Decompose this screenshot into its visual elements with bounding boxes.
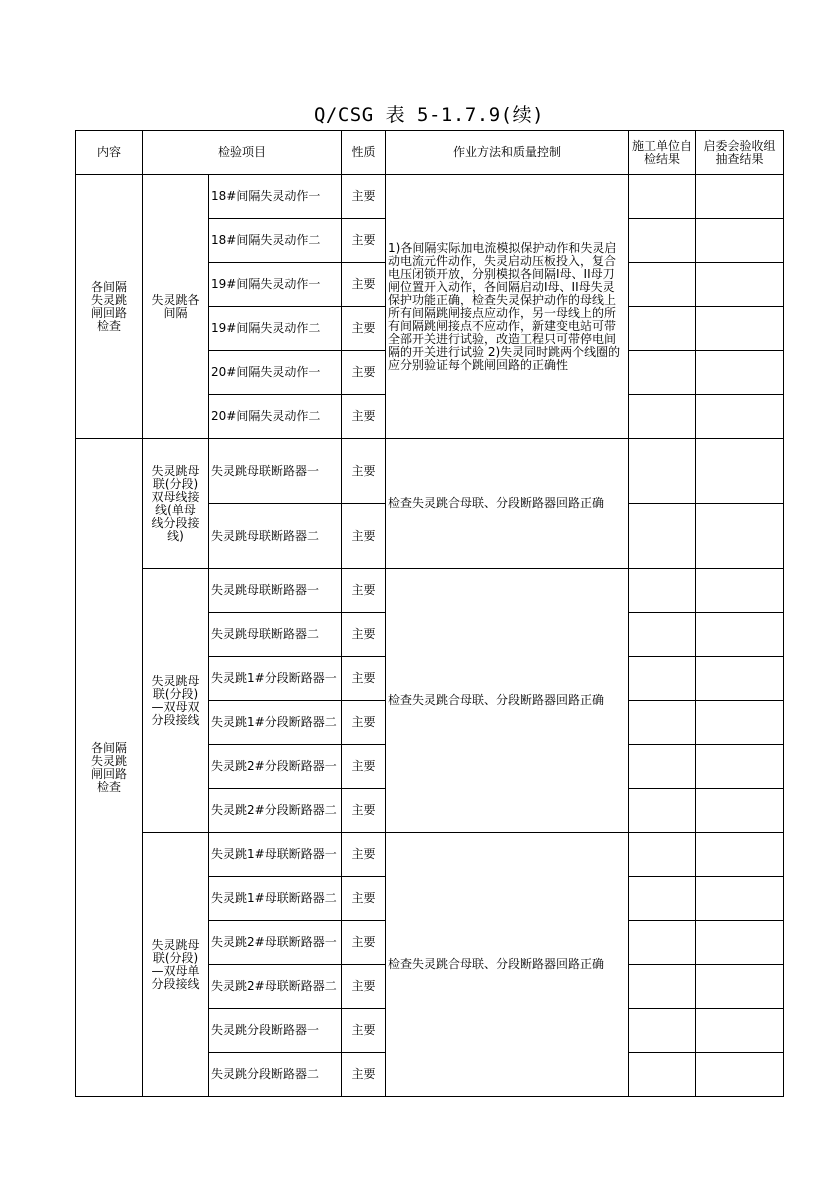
- self-check-result[interactable]: [629, 701, 696, 745]
- method-cell: 检查失灵跳合母联、分段断路器回路正确: [386, 833, 629, 1097]
- item-nature: 主要: [342, 351, 386, 395]
- item-nature: 主要: [342, 504, 386, 569]
- acceptance-check-result[interactable]: [696, 833, 784, 877]
- item-name: 失灵跳分段断路器一: [209, 1009, 342, 1053]
- acceptance-check-result[interactable]: [696, 1009, 784, 1053]
- self-check-result[interactable]: [629, 745, 696, 789]
- form-title: Q/CSG 表 5-1.7.9(续): [313, 104, 545, 126]
- self-check-result[interactable]: [629, 613, 696, 657]
- self-check-result[interactable]: [629, 1009, 696, 1053]
- item-name: 失灵跳母联断路器一: [209, 439, 342, 504]
- item-name: 18#间隔失灵动作二: [209, 219, 342, 263]
- item-name: 失灵跳1#母联断路器一: [209, 833, 342, 877]
- item-name: 失灵跳2#母联断路器二: [209, 965, 342, 1009]
- item-name: 20#间隔失灵动作二: [209, 395, 342, 439]
- header-item: 检验项目: [143, 131, 342, 175]
- self-check-result[interactable]: [629, 439, 696, 504]
- acceptance-check-result[interactable]: [696, 351, 784, 395]
- self-check-result[interactable]: [629, 351, 696, 395]
- item-nature: 主要: [342, 395, 386, 439]
- table-row: [76, 439, 784, 504]
- header-row: [76, 131, 784, 175]
- acceptance-check-result[interactable]: [696, 395, 784, 439]
- acceptance-check-result[interactable]: [696, 219, 784, 263]
- item-name: 失灵跳1#母联断路器二: [209, 877, 342, 921]
- item-name: 19#间隔失灵动作二: [209, 307, 342, 351]
- table-row: [76, 569, 784, 613]
- self-check-result[interactable]: [629, 833, 696, 877]
- header-content: 内容: [76, 131, 143, 175]
- self-check-result[interactable]: [629, 175, 696, 219]
- item-name: 失灵跳2#母联断路器一: [209, 921, 342, 965]
- self-check-result[interactable]: [629, 965, 696, 1009]
- item-nature: 主要: [342, 569, 386, 613]
- self-check-result[interactable]: [629, 1053, 696, 1097]
- inspection-table: [75, 130, 784, 1097]
- self-check-result[interactable]: [629, 307, 696, 351]
- header-self-check: 施工单位自检结果: [629, 131, 696, 175]
- self-check-result[interactable]: [629, 263, 696, 307]
- acceptance-check-result[interactable]: [696, 504, 784, 569]
- item-name: 失灵跳2#分段断路器一: [209, 745, 342, 789]
- acceptance-check-result[interactable]: [696, 921, 784, 965]
- acceptance-check-result[interactable]: [696, 877, 784, 921]
- content-cell: 各间隔失灵跳闸回路检查: [76, 175, 143, 439]
- item-name: 失灵跳1#分段断路器二: [209, 701, 342, 745]
- self-check-result[interactable]: [629, 504, 696, 569]
- header-nature: 性质: [342, 131, 386, 175]
- self-check-result[interactable]: [629, 921, 696, 965]
- item-name: 19#间隔失灵动作一: [209, 263, 342, 307]
- acceptance-check-result[interactable]: [696, 965, 784, 1009]
- header-method: 作业方法和质量控制: [386, 131, 629, 175]
- acceptance-check-result[interactable]: [696, 613, 784, 657]
- content-cell: 各间隔失灵跳闸回路检查: [76, 439, 143, 1097]
- item-name: 失灵跳母联断路器二: [209, 613, 342, 657]
- item-name: 失灵跳2#分段断路器二: [209, 789, 342, 833]
- acceptance-check-result[interactable]: [696, 307, 784, 351]
- acceptance-check-result[interactable]: [696, 569, 784, 613]
- method-cell: 检查失灵跳合母联、分段断路器回路正确: [386, 439, 629, 569]
- item-nature: 主要: [342, 877, 386, 921]
- item-name: 失灵跳母联断路器一: [209, 569, 342, 613]
- self-check-result[interactable]: [629, 395, 696, 439]
- header-acceptance-check: 启委会验收组抽查结果: [696, 131, 784, 175]
- acceptance-check-result[interactable]: [696, 745, 784, 789]
- table-row: [76, 833, 784, 877]
- item-nature: 主要: [342, 613, 386, 657]
- item-nature: 主要: [342, 833, 386, 877]
- method-cell: 检查失灵跳合母联、分段断路器回路正确: [386, 569, 629, 833]
- item-nature: 主要: [342, 965, 386, 1009]
- item-name: 失灵跳1#分段断路器一: [209, 657, 342, 701]
- item-name: 失灵跳母联断路器二: [209, 504, 342, 569]
- acceptance-check-result[interactable]: [696, 789, 784, 833]
- item-nature: 主要: [342, 439, 386, 504]
- sub-item-cell: 失灵跳各间隔: [143, 175, 209, 439]
- self-check-result[interactable]: [629, 789, 696, 833]
- acceptance-check-result[interactable]: [696, 657, 784, 701]
- self-check-result[interactable]: [629, 569, 696, 613]
- item-nature: 主要: [342, 307, 386, 351]
- self-check-result[interactable]: [629, 219, 696, 263]
- item-nature: 主要: [342, 1009, 386, 1053]
- item-nature: 主要: [342, 657, 386, 701]
- sub-item-cell: 失灵跳母联(分段)—双母单分段接线: [143, 833, 209, 1097]
- table-row: [76, 175, 784, 219]
- method-cell: 1)各间隔实际加电流模拟保护动作和失灵启动电流元件动作，失灵启动压板投入，复合电压闭锁开放，分别模拟各间隔I母、II母刀闸位置开入动作，各间隔启动I母、II母失灵保护功能正确，检查失灵保护动作的母线上所有间隔跳闸接点应动作，另一母线上的所有间隔跳闸接点不应动作，新建变电站可带全部开关进行试验，改造工程只可带停电间隔的开关进行试验 2)失灵同时跳两个线圈的应分别验证每个跳闸回路的正确性: [386, 175, 629, 439]
- item-name: 失灵跳分段断路器二: [209, 1053, 342, 1097]
- sub-item-cell: 失灵跳母联(分段)双母线接线(单母线分段接线): [143, 439, 209, 569]
- acceptance-check-result[interactable]: [696, 1053, 784, 1097]
- self-check-result[interactable]: [629, 657, 696, 701]
- acceptance-check-result[interactable]: [696, 175, 784, 219]
- item-nature: 主要: [342, 701, 386, 745]
- item-nature: 主要: [342, 921, 386, 965]
- self-check-result[interactable]: [629, 877, 696, 921]
- sub-item-cell: 失灵跳母联(分段)—双母双分段接线: [143, 569, 209, 833]
- item-nature: 主要: [342, 789, 386, 833]
- item-name: 18#间隔失灵动作一: [209, 175, 342, 219]
- item-nature: 主要: [342, 745, 386, 789]
- item-nature: 主要: [342, 219, 386, 263]
- item-nature: 主要: [342, 263, 386, 307]
- item-name: 20#间隔失灵动作一: [209, 351, 342, 395]
- item-nature: 主要: [342, 175, 386, 219]
- acceptance-check-result[interactable]: [696, 439, 784, 504]
- acceptance-check-result[interactable]: [696, 263, 784, 307]
- item-nature: 主要: [342, 1053, 386, 1097]
- acceptance-check-result[interactable]: [696, 701, 784, 745]
